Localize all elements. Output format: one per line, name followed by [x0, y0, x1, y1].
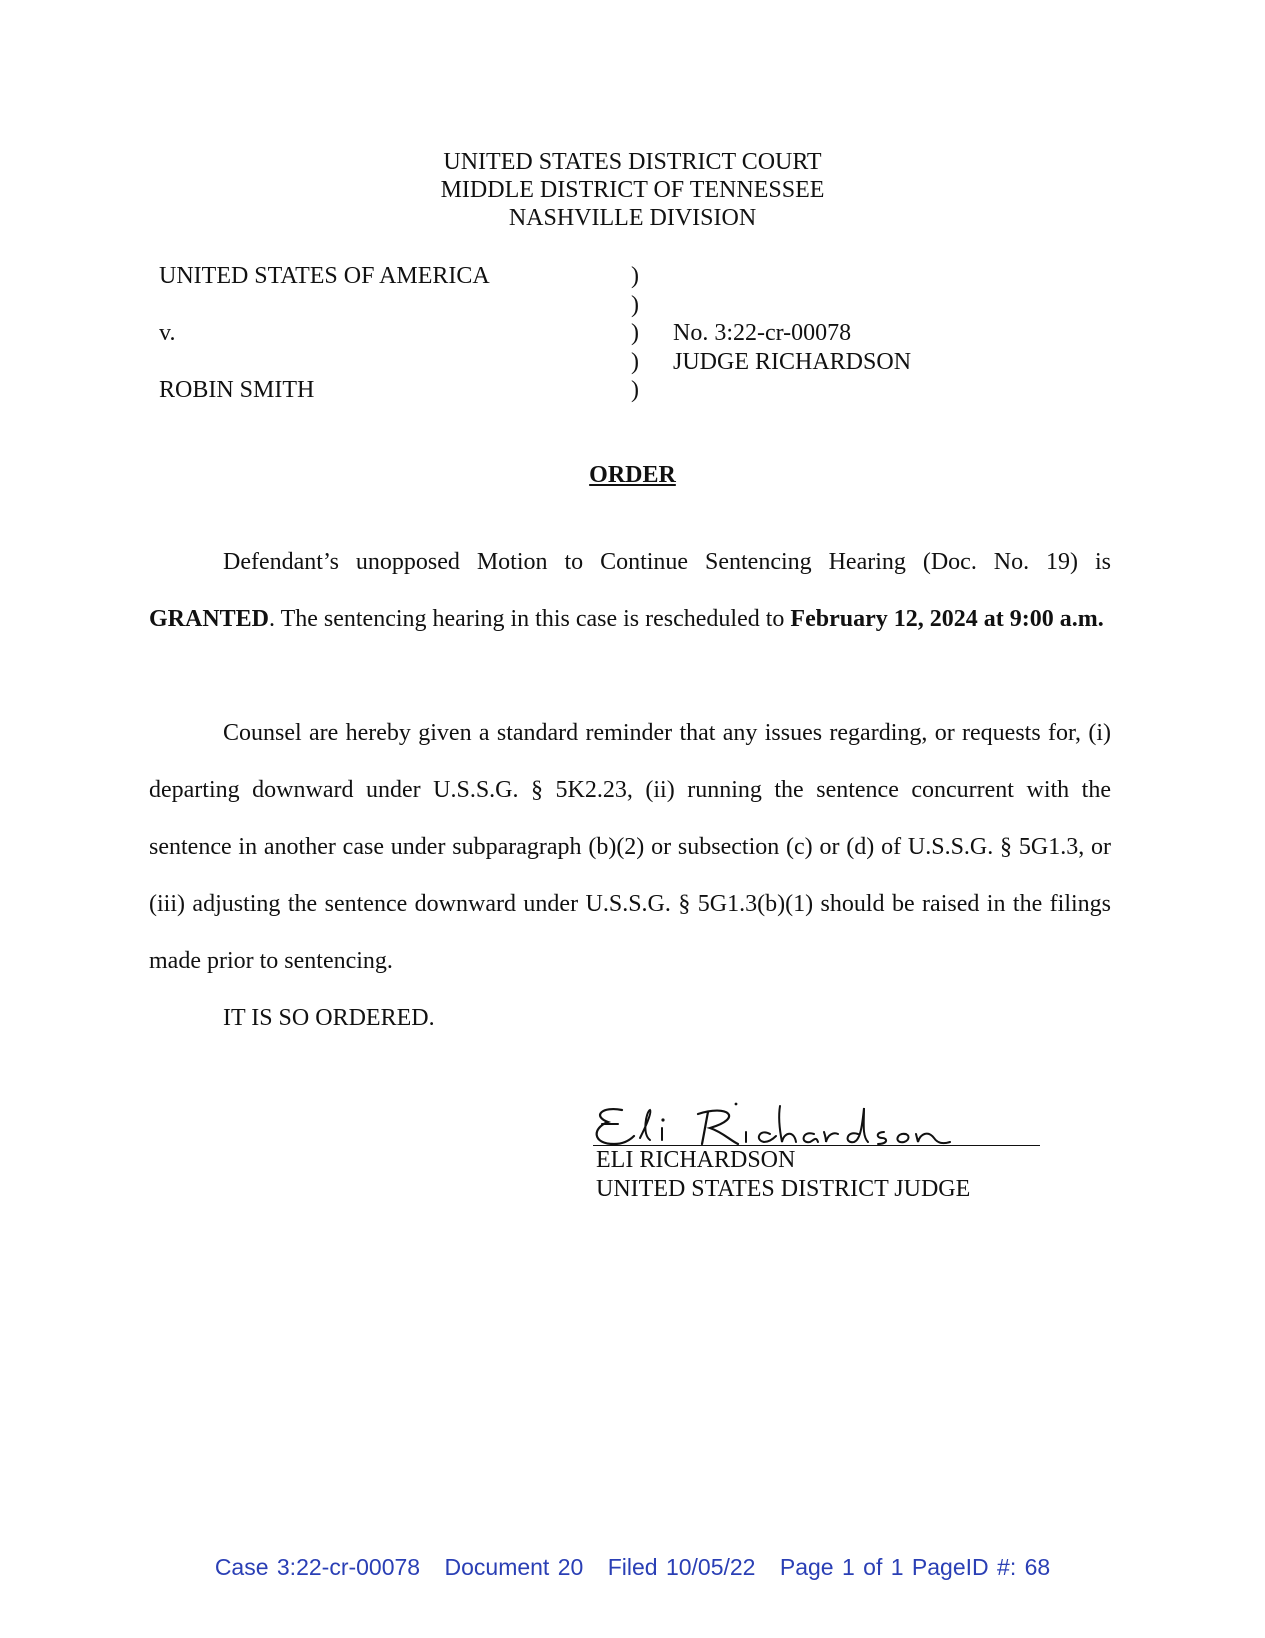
caption-paren: ) — [631, 263, 639, 289]
order-title: ORDER — [589, 462, 676, 488]
court-district: MIDDLE DISTRICT OF TENNESSEE — [440, 177, 825, 203]
hearing-date: February 12, 2024 at 9:00 a.m. — [790, 606, 1104, 632]
footer-filed-date: Filed 10/05/22 — [607, 1554, 756, 1580]
order-paragraph-2: Counsel are hereby given a standard reminder that any issues regarding, or requests for, (i) departing downward under U.S.S.G. § 5K2.23, (ii) running the sentence concurrent with the sentence in another case under subparagraph (b)(2) or subsection (c) or (d) of U.S.S.G. § 5G1.3, or (iii) adjusting the sentence downward under U.S.S.G. § 5G1.3(b)(1) should be raised in the filings made prior to sentencing. — [149, 720, 1111, 974]
assigned-judge: JUDGE RICHARDSON — [673, 349, 912, 375]
judge-title: UNITED STATES DISTRICT JUDGE — [596, 1176, 971, 1202]
granted-ruling: GRANTED — [149, 606, 270, 632]
closing-statement: IT IS SO ORDERED. — [223, 1005, 435, 1031]
defendant-name: ROBIN SMITH — [159, 377, 315, 403]
plaintiff-name: UNITED STATES OF AMERICA — [159, 263, 490, 289]
caption-paren: ) — [631, 292, 639, 318]
court-header — [0, 148, 1265, 232]
caption-paren: ) — [631, 349, 639, 375]
judge-block — [596, 1146, 970, 1204]
footer-case-number: Case 3:22-cr-00078 — [214, 1554, 421, 1580]
reschedule-text: . The sentencing hearing in this case is rescheduled to — [269, 606, 791, 632]
judge-name: ELI RICHARDSON — [596, 1147, 796, 1173]
caption-paren: ) — [631, 377, 639, 403]
motion-text: Defendant’s unopposed Motion to Continue Sentencing Hearing (Doc. No. 19) is — [223, 549, 1111, 575]
court-name: UNITED STATES DISTRICT COURT — [443, 149, 822, 175]
case-number: No. 3:22-cr-00078 — [673, 320, 852, 346]
footer-page-id: Page 1 of 1 PageID #: 68 — [779, 1554, 1051, 1580]
caption-paren: ) — [631, 320, 639, 346]
order-paragraph-1 — [149, 534, 1111, 648]
court-division: NASHVILLE DIVISION — [508, 205, 757, 231]
filing-footer — [0, 1554, 1265, 1581]
versus-label: v. — [159, 320, 176, 346]
footer-document: Document 20 — [444, 1554, 584, 1580]
